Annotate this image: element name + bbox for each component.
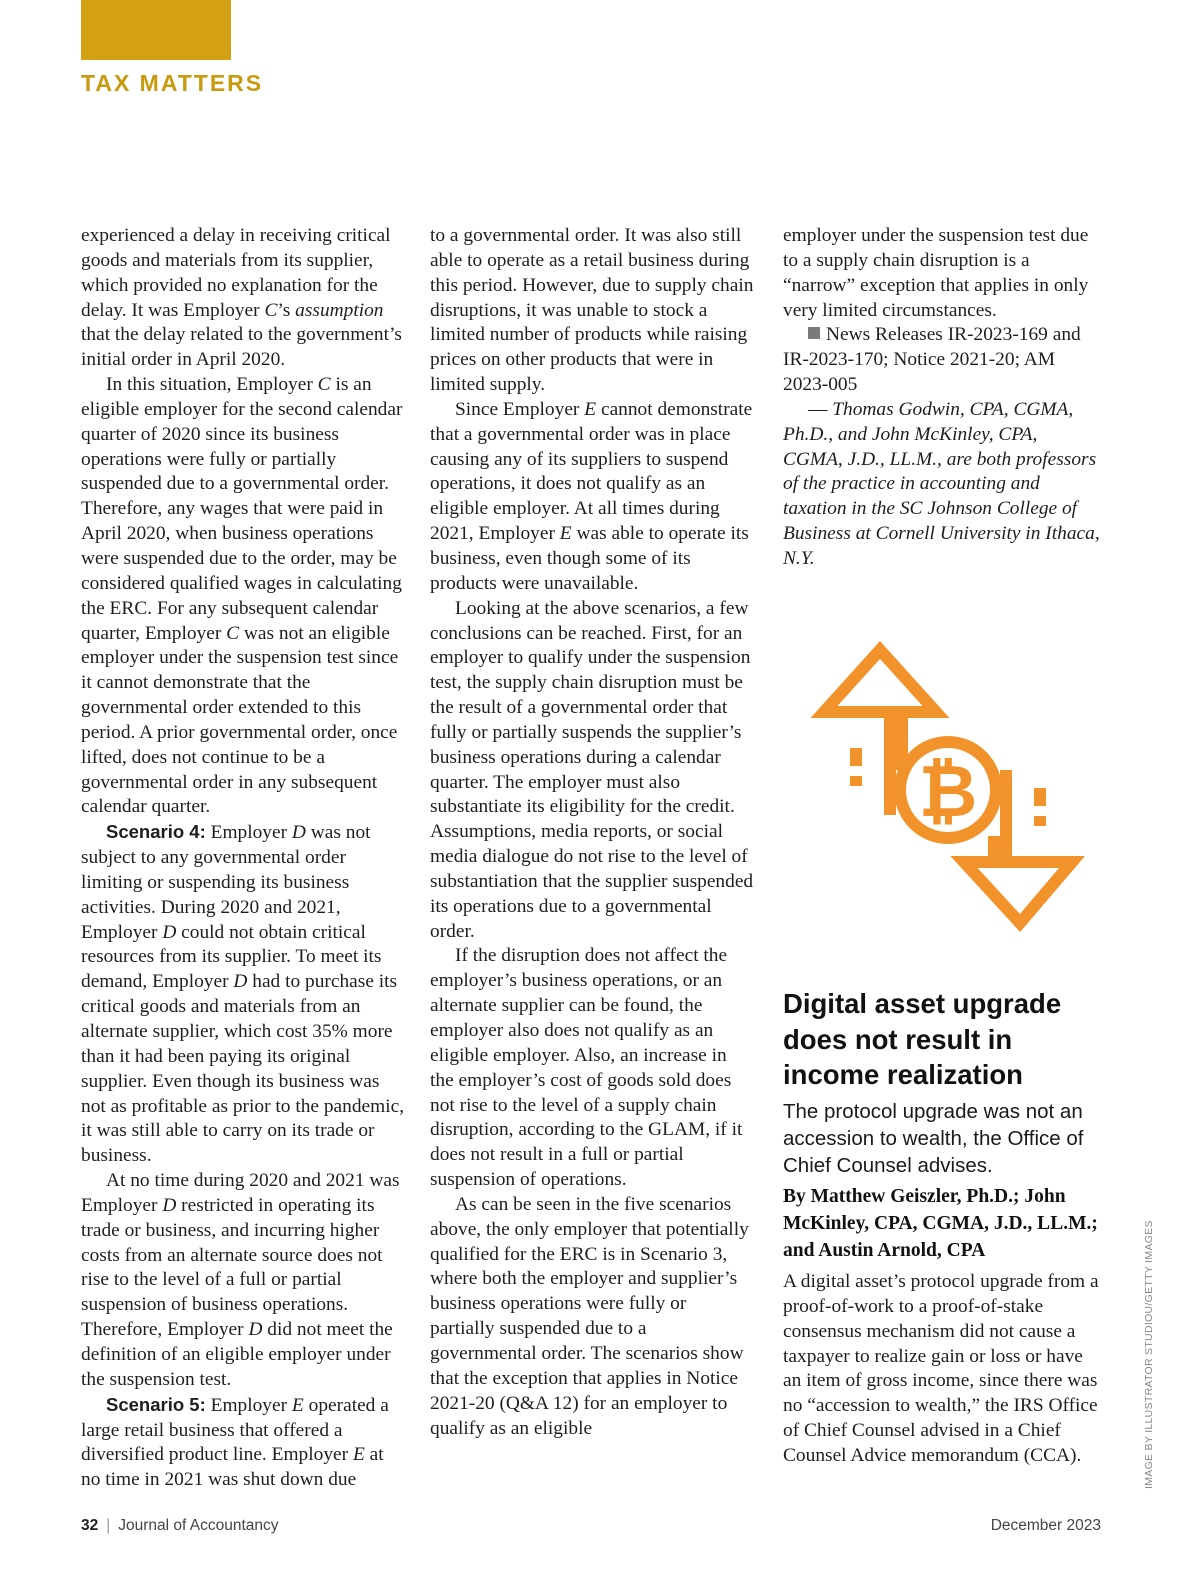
footer-separator: | [106, 1517, 111, 1534]
page-footer [81, 1517, 279, 1535]
paragraph: As can be seen in the five scenarios above, the only employer that potentially qualified for the ERC is in Scenario 3, where both the employer and supplier’s business operations were fully or partially suspended due to a governmental order. The scenarios show that the exception that applies in Notice 2021-20 (Q&A 12) for an employer to qualify as an eligible [430, 1193, 749, 1439]
section-label: TAX MATTERS [81, 70, 264, 96]
publication-name: Journal of Accountancy [118, 1517, 279, 1534]
article-headline: Digital asset upgrade does not result in income realization [783, 988, 1062, 1090]
end-square-icon [808, 327, 820, 339]
article-deck: The protocol upgrade was not an accession to wealth, the Office of Chief Counsel advises. [783, 1100, 1084, 1177]
scenario-4-paragraph: Scenario 4: Employer D was not subject to any governmental order limiting or suspending its business activities. During 2020 and 2021, Employer D could not obtain critical resources from its supplier. To meet its demand, Employer D had to purchase its critical goods and materials from an alternate supplier, which cost 35% more than it had been paying its original supplier. Even though its business was not as profitable as prior to the pandemic, it was still able to carry on its trade or business. [81, 821, 405, 1167]
paragraph: If the disruption does not affect the employer’s business operations, or an alternate supplier can be found, the employer also does not qualify as an eligible employer. Also, an increase in the employer’s cost of goods sold does not rise to the level of a supply chain disruption, according to the GLAM, if it does not result in a full or partial suspension of operations. [430, 945, 743, 1191]
paragraph: Since Employer E cannot demonstrate that a governmental order was in place causing any of its suppliers to suspend operations, it does not qualify as an eligible employer. At all times during 2021, Employer E was able to operate its business, even though some of its products were unavailable. [430, 398, 753, 594]
image-credit: IMAGE BY ILLUSTRATOR STUDIOU/GETTY IMAGES [1143, 1220, 1155, 1489]
bitcoin-up-down-arrows-icon [810, 640, 1085, 940]
scenario-5-paragraph: Scenario 5: Employer E operated a large retail business that offered a diversified product line. Employer E at no time in 2021 was shut down due [81, 1393, 389, 1491]
scenario-5-label: Scenario 5: [106, 1393, 206, 1415]
references: News Releases IR-2023-169 and IR-2023-170; Notice 2021-20; AM 2023-005 [783, 324, 1081, 396]
author-bio: — Thomas Godwin, CPA, CGMA, Ph.D., and John McKinley, CPA, CGMA, J.D., LL.M., are both professors of the practice in accounting and taxation in the SC Johnson College of Business at Cornell University in Ithaca, N.Y. [783, 398, 1100, 569]
issue-date: December 2023 [990, 1517, 1101, 1534]
paragraph: to a governmental order. It was also still able to operate as a retail business during this period. However, due to supply chain disruptions, it was unable to stock a limited number of products while raising prices on other products that were in limited supply. [430, 225, 754, 396]
svg-text:₿: ₿ [918, 752, 978, 832]
body-column-2 [430, 224, 755, 1441]
paragraph: employer under the suspension test due to a supply chain disruption is a “narrow” exception that applies in only very limited circumstances. [783, 225, 1089, 321]
article-lede: A digital asset’s protocol upgrade from a proof-of-work to a proof-of-stake consensus mechanism did not cause a taxpayer to realize gain or loss or have an item of gross income, since there was no “accession to wealth,” the IRS Office of Chief Counsel advised in a Chief Counsel Advice memorandum (CCA). [783, 1271, 1099, 1466]
paragraph: experienced a delay in receiving critical goods and materials from its supplier, which provided no explanation for the delay. It was Employer C’s assumption that the delay related to the government’s initial order in April 2020. [81, 225, 402, 371]
paragraph: Looking at the above scenarios, a few conclusions can be reached. First, for an employer to qualify under the suspension test, the supply chain disruption must be the result of a governmental order that fully or partially suspends the supplier’s business operations during a calendar quarter. The employer must also substantiate its eligibility for the credit. Assumptions, media reports, or social media dialogue do not rise to the level of substantiation that the supplier suspended its operations due to a governmental order. [430, 597, 754, 942]
paragraph: At no time during 2020 and 2021 was Employer D restricted in operating its trade or business, and incurring higher costs from an alternate source does not rise to the level of a full or partial suspension of business operations. Therefore, Employer D did not meet the definition of an eligible employer under the suspension test. [81, 1170, 400, 1390]
section-color-bar [81, 0, 231, 60]
page-number: 32 [81, 1517, 99, 1534]
scenario-4-label: Scenario 4: [106, 821, 206, 843]
paragraph: In this situation, Employer C is an eligible employer for the second calendar quarter of 2020 since its business operations were fully or partially suspended due to a governmental order. Therefore, any wages that were paid in April 2020, when business operations were suspended due to the order, may be considered qualified wages in calculating the ERC. For any subsequent calendar quarter, Employer C was not an eligible employer under the suspension test since it cannot demonstrate that the governmental order extended to this period. A prior governmental order, once lifted, does not continue to be a governmental order in any subsequent calendar quarter. [81, 374, 403, 818]
article-byline: By Matthew Geiszler, Ph.D.; John McKinley, CPA, CGMA, J.D., LL.M.; and Austin Arnold, CPA [783, 1186, 1098, 1261]
body-column-1 [81, 224, 406, 1493]
body-column-3 [783, 224, 1101, 572]
